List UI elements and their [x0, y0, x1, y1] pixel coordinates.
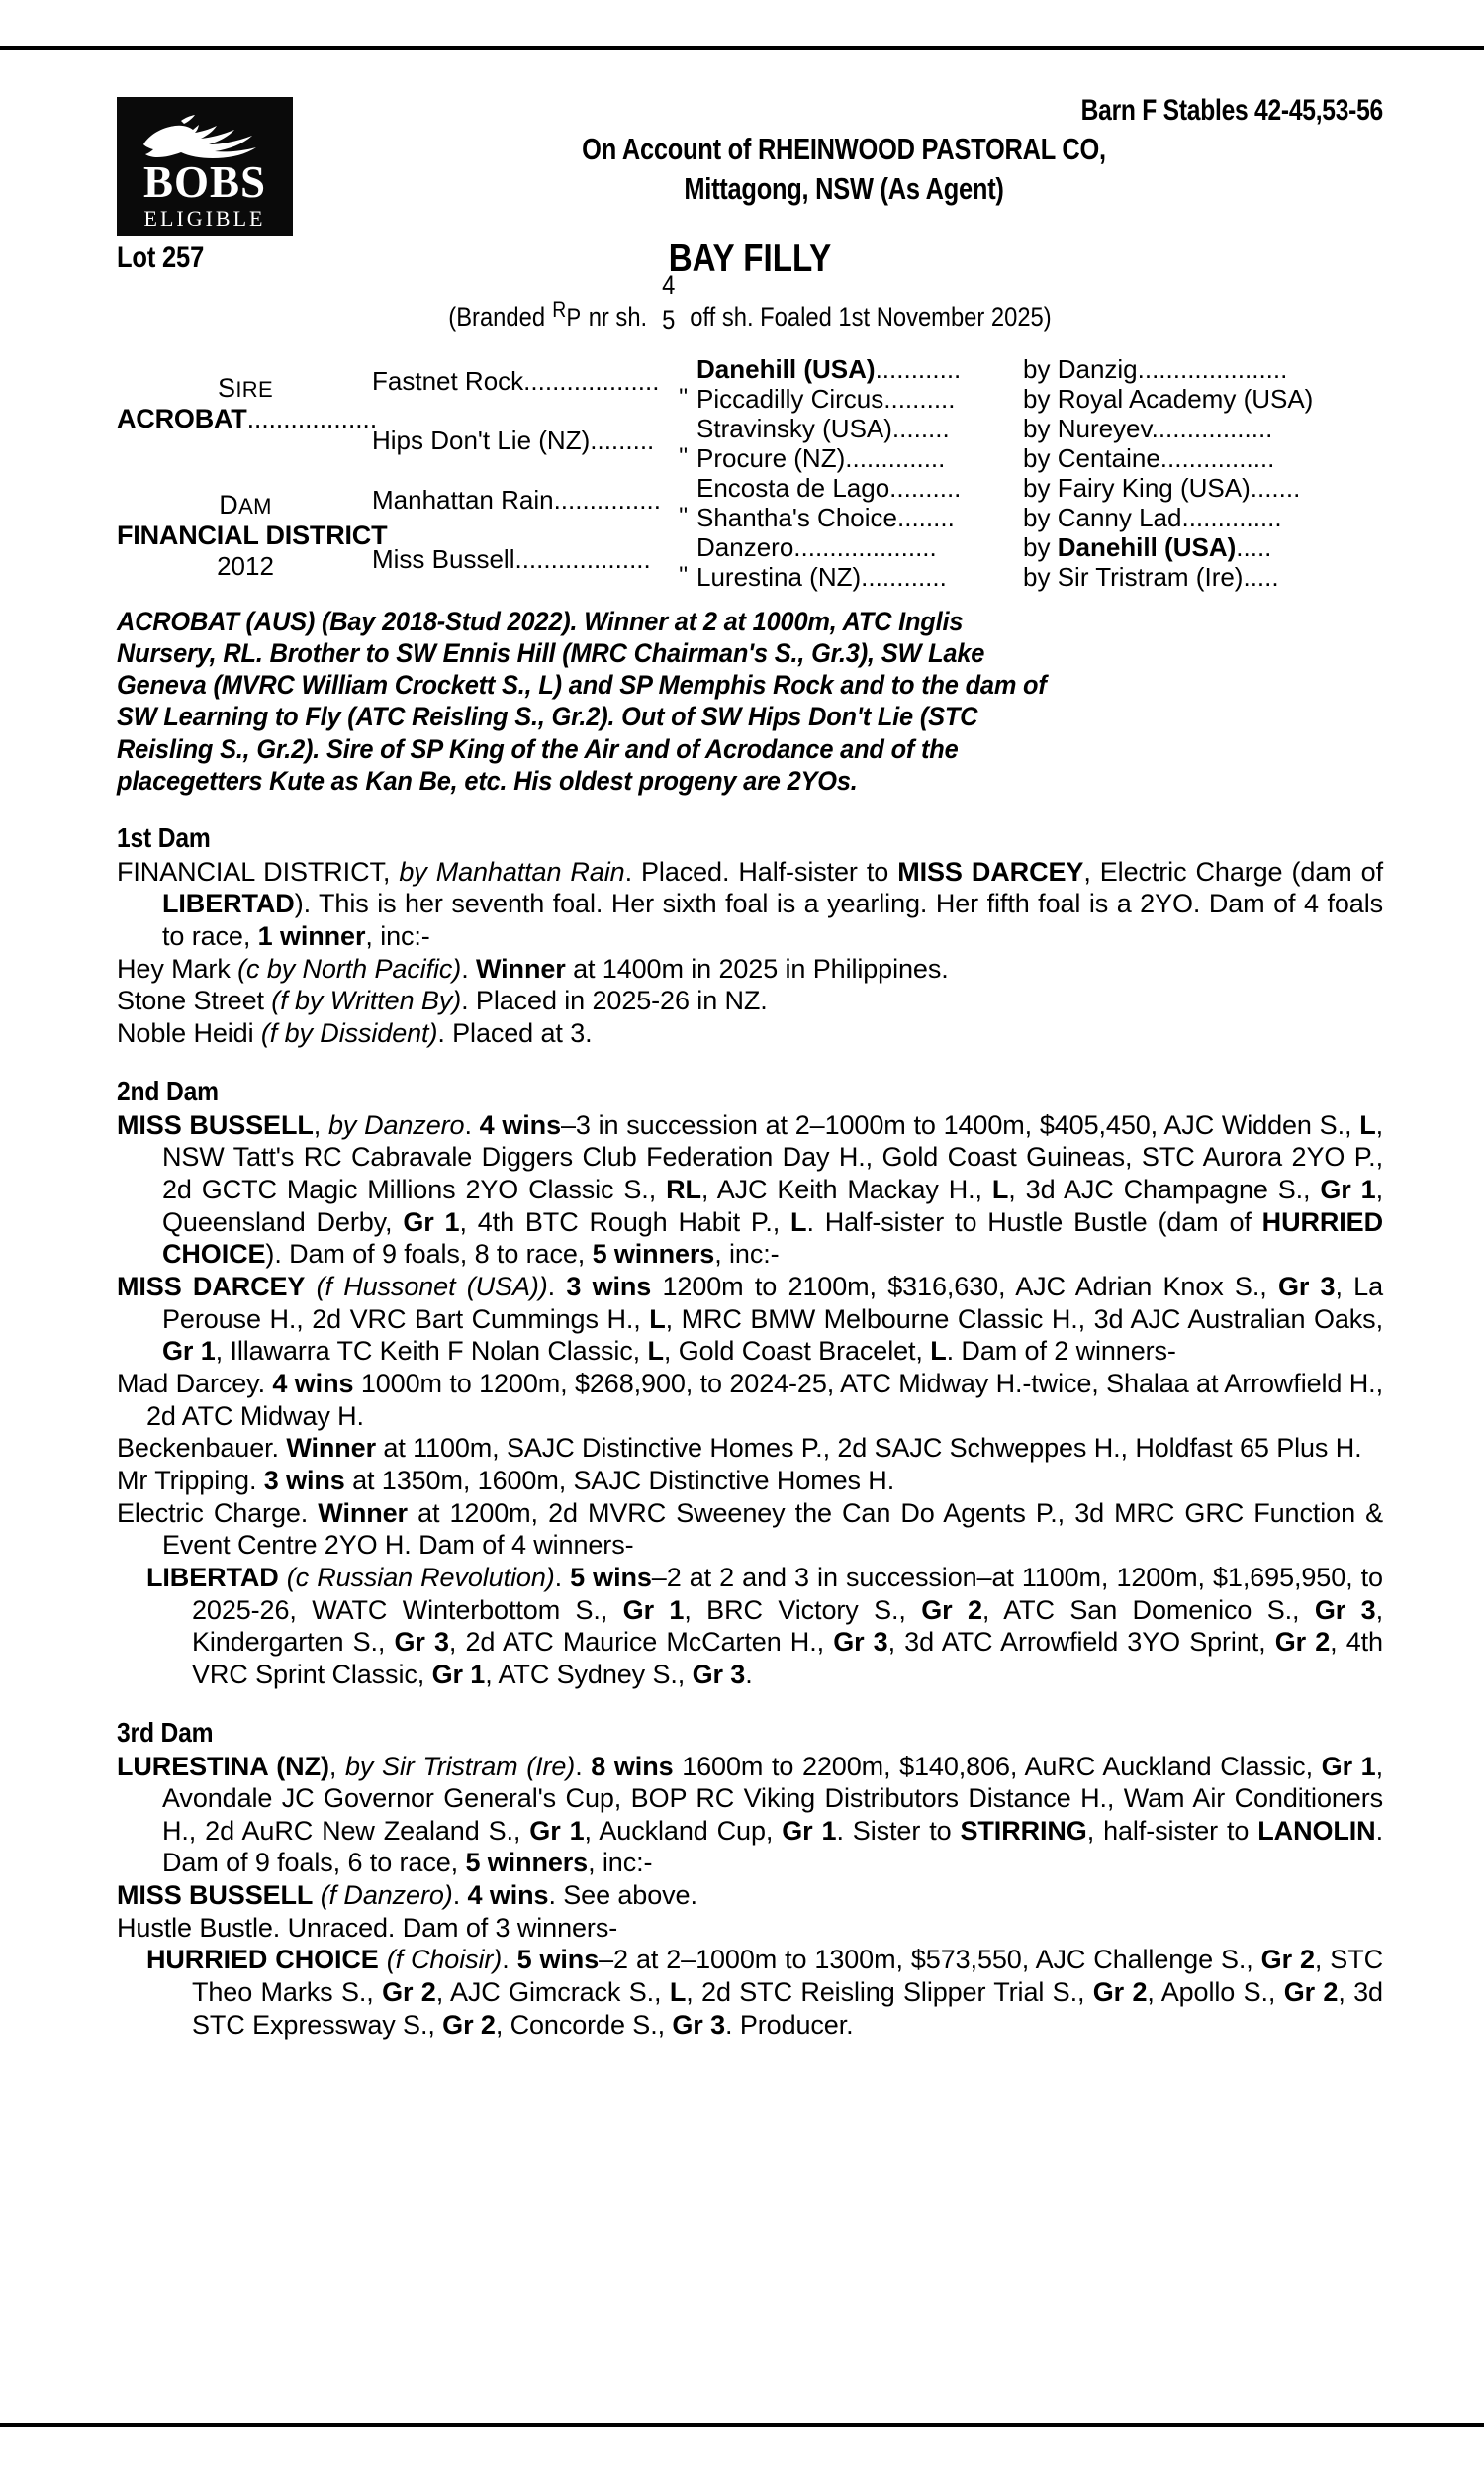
sire-description-line: Nursery, RL. Brother to SW Ennis Hill (MRC Chairman's S., Gr.3), SW Lake [117, 638, 985, 669]
pedigree-entry: FINANCIAL DISTRICT, by Manhattan Rain. Placed. Half-sister to MISS DARCEY, Electric Charge (dam of LIBERTAD). This is her seventh foal. Her sixth foal is a yearling. Her fifth foal is a 2YO. Dam of 4 foals to race, 1 winner, inc:- [117, 856, 1383, 952]
lot-number: Lot 257 [117, 241, 205, 274]
sire-label: SIRE [218, 373, 273, 403]
brand-mark-main: P [566, 304, 582, 332]
pedigree-entry: Electric Charge. Winner at 1200m, 2d MVRC Sweeney the Can Do Agents P., 3d MRC GRC Function & Event Centre 2YO H. Dam of 4 winners- [117, 1497, 1384, 1561]
pedigree-gen3-item: '' Procure (NZ).............. [679, 443, 946, 473]
pedigree-gen2-item: Hips Don't Lie (NZ)......... [372, 426, 655, 455]
dam-year: 2012 [217, 550, 274, 581]
ditto-mark: '' [679, 384, 689, 411]
pedigree-gen3-item: '' Piccadilly Circus.......... [679, 384, 956, 414]
brand-fraction-denominator: 5 [662, 305, 676, 334]
pedigree-gen3-item: '' Lurestina (NZ)............ [679, 562, 947, 592]
sire-description-line: Geneva (MVRC William Crockett S., L) and SP Memphis Rock and to the dam of [117, 670, 1047, 701]
header-text-block [305, 91, 1383, 208]
lot-title-row [117, 238, 1383, 299]
dam-section-heading: 3rd Dam [117, 1716, 214, 1748]
bobs-logo-subtext: ELIGIBLE [143, 206, 266, 231]
pedigree-gen3-item: Danzero.................... [696, 532, 937, 562]
pedigree-gen2-item: Miss Bussell................... [372, 544, 651, 574]
horse-head-icon [136, 111, 274, 162]
pedigree-gen4-item: by Danehill (USA)..... [1023, 532, 1272, 562]
sire-description [117, 606, 1383, 797]
brand-mark-sup: Я [552, 297, 567, 322]
account-line-2: Mittagong, NSW (As Agent) [684, 170, 1004, 206]
pedigree-gen4-item: by Nureyev................. [1023, 414, 1273, 443]
bobs-eligible-logo [117, 97, 293, 236]
account-line-1: On Account of RHEINWOOD PASTORAL CO, [582, 132, 1106, 166]
pedigree-entry: Noble Heidi (f by Dissident). Placed at 3. [117, 1018, 593, 1049]
page-rule-top [0, 46, 1484, 50]
pedigree-entry: Beckenbauer. Winner at 1100m, SAJC Distinctive Homes P., 2d SAJC Schweppes H., Holdfast 65 Plus H. [117, 1433, 1362, 1464]
pedigree-gen2-item: Fastnet Rock................... [372, 366, 660, 396]
bobs-logo-wordmark: BOBS [142, 157, 267, 207]
pedigree-gen2-item: Manhattan Rain............... [372, 485, 661, 515]
brand-mid-text: nr sh. [588, 302, 648, 332]
ditto-mark: '' [679, 562, 689, 589]
page-content [117, 91, 1383, 2041]
brand-fraction [654, 270, 684, 334]
pedigree-gen3-item: Danehill (USA)............ [696, 354, 962, 384]
pedigree-table [117, 350, 1383, 596]
dam-sections [117, 822, 1383, 2042]
dam-section-heading: 1st Dam [117, 821, 211, 853]
pedigree-gen4-item: by Centaine................ [1023, 443, 1275, 473]
pedigree-entry: Hey Mark (c by North Pacific). Winner at 1400m in 2025 in Philippines. [117, 953, 949, 984]
pedigree-entry: Stone Street (f by Written By). Placed in 2025-26 in NZ. [117, 986, 768, 1016]
pedigree-gen4-item: by Royal Academy (USA) [1023, 384, 1314, 414]
dam-name: FINANCIAL DISTRICT [117, 520, 388, 550]
pedigree-sire-block [117, 373, 378, 434]
pedigree-entry: LURESTINA (NZ), by Sir Tristram (Ire). 8 wins 1600m to 2200m, $140,806, AuRC Auckland Classic, Gr 1, Avondale JC Governor General's Cup, BOP RC Viking Distributors Distance H., Wam Air Conditioners H., 2d AuRC New Zealand S., Gr 1, Auckland Cup, Gr 1. Sister to STIRRING, half-sister to LANOLIN. Dam of 9 foals, 6 to race, 5 winners, inc:- [117, 1751, 1383, 1878]
pedigree-gen4-item: by Canny Lad.............. [1023, 503, 1282, 532]
pedigree-entry: MISS BUSSELL, by Danzero. 4 wins–3 in succession at 2–1000m to 1400m, $405,450, AJC Widden S., L, NSW Tatt's RC Cabravale Diggers Club Federation Day H., Gold Coast Guineas, STC Aurora 2YO P., 2d GCTC Magic Millions 2YO Classic S., RL, AJC Keith Mackay H., L, 3d AJC Champagne S., Gr 1, Queensland Derby, Gr 1, 4th BTC Rough Habit P., L. Half-sister to Hustle Bustle (dam of HURRIED CHOICE). Dam of 9 foals, 8 to race, 5 winners, inc:- [117, 1109, 1383, 1270]
pedigree-gen3-item: '' Shantha's Choice........ [679, 503, 955, 532]
pedigree-gen4-item: by Fairy King (USA)....... [1023, 473, 1301, 503]
sire-description-line: placegetters Kute as Kan Be, etc. His oldest progeny are 2YOs. [117, 765, 858, 796]
pedigree-gen4-item: by Sir Tristram (Ire)..... [1023, 562, 1279, 592]
lot-sex-colour: BAY FILLY [668, 238, 832, 280]
sire-description-line: ACROBAT (AUS) (Bay 2018-Stud 2022). Winner at 2 at 1000m, ATC Inglis [117, 607, 964, 636]
dam-label: DAM [219, 490, 272, 520]
ditto-mark: '' [679, 503, 689, 529]
dam-section-heading: 2nd Dam [117, 1075, 219, 1106]
brand-fraction-numerator: 4 [662, 270, 676, 300]
pedigree-entry: Hustle Bustle. Unraced. Dam of 3 winners- [117, 1912, 618, 1943]
page-header [117, 91, 1383, 238]
brand-suffix-text: off sh. Foaled 1st November 2025) [690, 302, 1052, 332]
pedigree-gen4-item: by Danzig..................... [1023, 354, 1288, 384]
brand-prefix: (Branded [448, 302, 546, 332]
pedigree-entry: LIBERTAD (c Russian Revolution). 5 wins–2 at 2 and 3 in succession–at 1100m, 1200m, $1,695,950, to 2025-26, WATC Winterbottom S., Gr 1, BRC Victory S., Gr 2, ATC San Domenico S., Gr 3, Kindergarten S., Gr 3, 2d ATC Maurice McCarten H., Gr 3, 3d ATC Arrowfield 3YO Sprint, Gr 2, 4th VRC Sprint Classic, Gr 1, ATC Sydney S., Gr 3. [146, 1562, 1383, 1689]
sire-description-line: SW Learning to Fly (ATC Reisling S., Gr.2). Out of SW Hips Don't Lie (STC [117, 702, 978, 732]
brand-mark [553, 297, 582, 333]
page-rule-bottom [0, 2423, 1484, 2427]
pedigree-dam-block [117, 490, 388, 582]
barn-stables-line: Barn F Stables 42-45,53-56 [1080, 94, 1383, 127]
pedigree-gen3-item: Stravinsky (USA)........ [696, 414, 950, 443]
pedigree-entry: MISS BUSSELL (f Danzero). 4 wins. See above. [117, 1880, 697, 1911]
pedigree-entry: MISS DARCEY (f Hussonet (USA)). 3 wins 1200m to 2100m, $316,630, AJC Adrian Knox S., Gr 3, La Perouse H., 2d VRC Bart Cummings H., L, MRC BMW Melbourne Classic H., 3d AJC Australian Oaks, Gr 1, Illawarra TC Keith F Nolan Classic, L, Gold Coast Bracelet, L. Dam of 2 winners- [117, 1271, 1383, 1367]
pedigree-entry: HURRIED CHOICE (f Choisir). 5 wins–2 at 2–1000m to 1300m, $573,550, AJC Challenge S., Gr 2, STC Theo Marks S., Gr 2, AJC Gimcrack S., L, 2d STC Reisling Slipper Trial S., Gr 2, Apollo S., Gr 2, 3d STC Expressway S., Gr 2, Concorde S., Gr 3. Producer. [146, 1945, 1383, 2040]
ditto-mark: '' [679, 443, 689, 470]
sire-description-line: Reisling S., Gr.2). Sire of SP King of the Air and of Acrodance and of the [117, 733, 959, 764]
branding-line [193, 270, 1307, 334]
pedigree-entry: Mr Tripping. 3 wins at 1350m, 1600m, SAJC Distinctive Homes H. [117, 1465, 895, 1495]
pedigree-entry: Mad Darcey. 4 wins 1000m to 1200m, $268,900, to 2024-25, ATC Midway H.-twice, Shalaa at Arrowfield H., 2d ATC Midway H. [117, 1368, 1383, 1431]
pedigree-gen3-item: Encosta de Lago.......... [696, 473, 962, 503]
sire-name: ACROBAT.................. [117, 403, 378, 433]
